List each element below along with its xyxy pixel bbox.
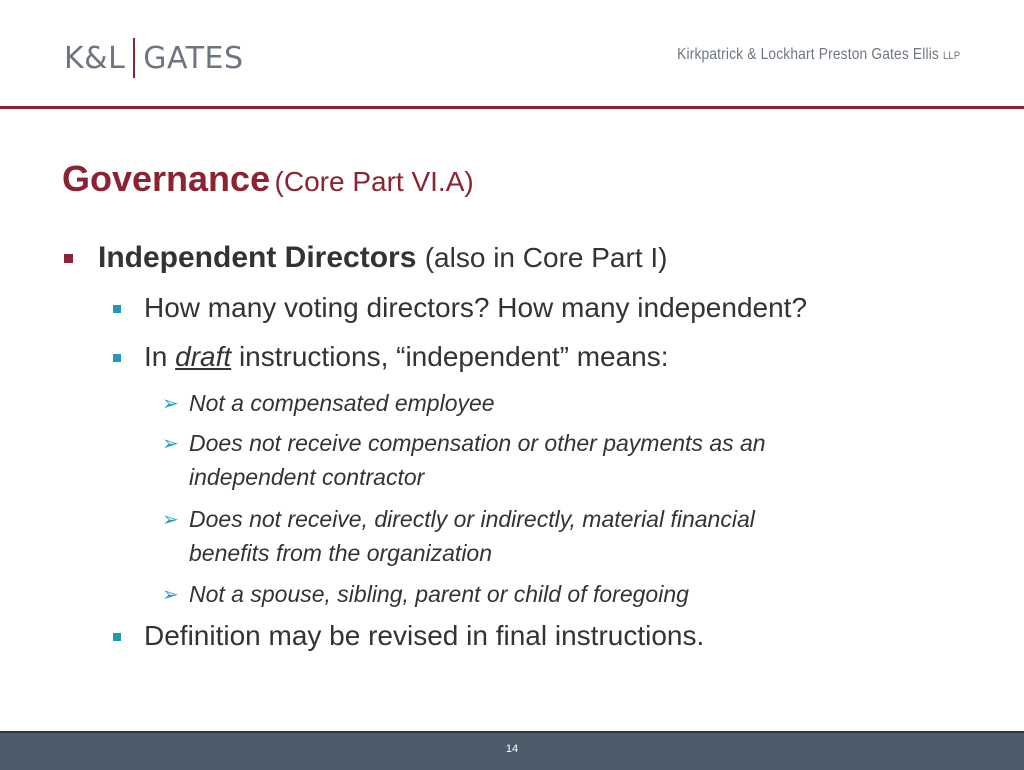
logo-gates: GATES (143, 40, 244, 76)
item-benefits-line1: Does not receive, directly or indirectly, material financial (189, 506, 755, 532)
arrow-bullet-icon: ➢ (162, 393, 179, 415)
item-relatives: Not a spouse, sibling, parent or child of foregoing (189, 581, 689, 607)
logo-kl: K&L (64, 40, 126, 76)
draft-emphasis: draft (175, 341, 232, 372)
arrow-bullet-icon: ➢ (162, 433, 179, 455)
square-bullet-icon (64, 254, 73, 263)
slide-footer (0, 731, 1024, 770)
square-bullet-icon (113, 633, 121, 641)
title-sub: (Core Part VI.A) (274, 166, 474, 197)
square-bullet-icon (113, 305, 121, 313)
bullet-definition-revised: Definition may be revised in final instructions. (144, 620, 705, 651)
kl-gates-logo (64, 38, 244, 78)
draft-pre: In (144, 341, 168, 372)
arrow-bullet-icon: ➢ (162, 584, 179, 606)
bullet-bold-text: Independent Directors (98, 241, 417, 274)
item-benefits-line2: benefits from the organization (189, 540, 493, 566)
item-compensation-line2: independent contractor (189, 464, 425, 490)
square-bullet-icon (113, 354, 121, 362)
title-main: Governance (62, 158, 271, 199)
bullet-paren-text: (also in Core Part I) (424, 242, 668, 273)
arrow-bullet-icon: ➢ (162, 509, 179, 531)
firm-name (677, 46, 960, 64)
page-number: 14 (505, 743, 519, 755)
header-divider (0, 106, 1024, 109)
draft-post: instructions, “independent” means: (238, 341, 669, 372)
firm-suffix: LLP (942, 50, 960, 62)
logo-divider (133, 38, 135, 78)
slide-header (0, 0, 1024, 108)
item-compensation-line1: Does not receive compensation or other payments as an (189, 430, 766, 456)
firm-name-text: Kirkpatrick & Lockhart Preston Gates Ellis (676, 46, 939, 63)
item-not-employee: Not a compensated employee (189, 390, 495, 416)
bullet-voting-directors: How many voting directors? How many independent? (144, 292, 808, 323)
bullet-draft-instructions (144, 341, 669, 373)
slide-title (62, 158, 474, 200)
bullet-independent-directors (98, 241, 667, 275)
